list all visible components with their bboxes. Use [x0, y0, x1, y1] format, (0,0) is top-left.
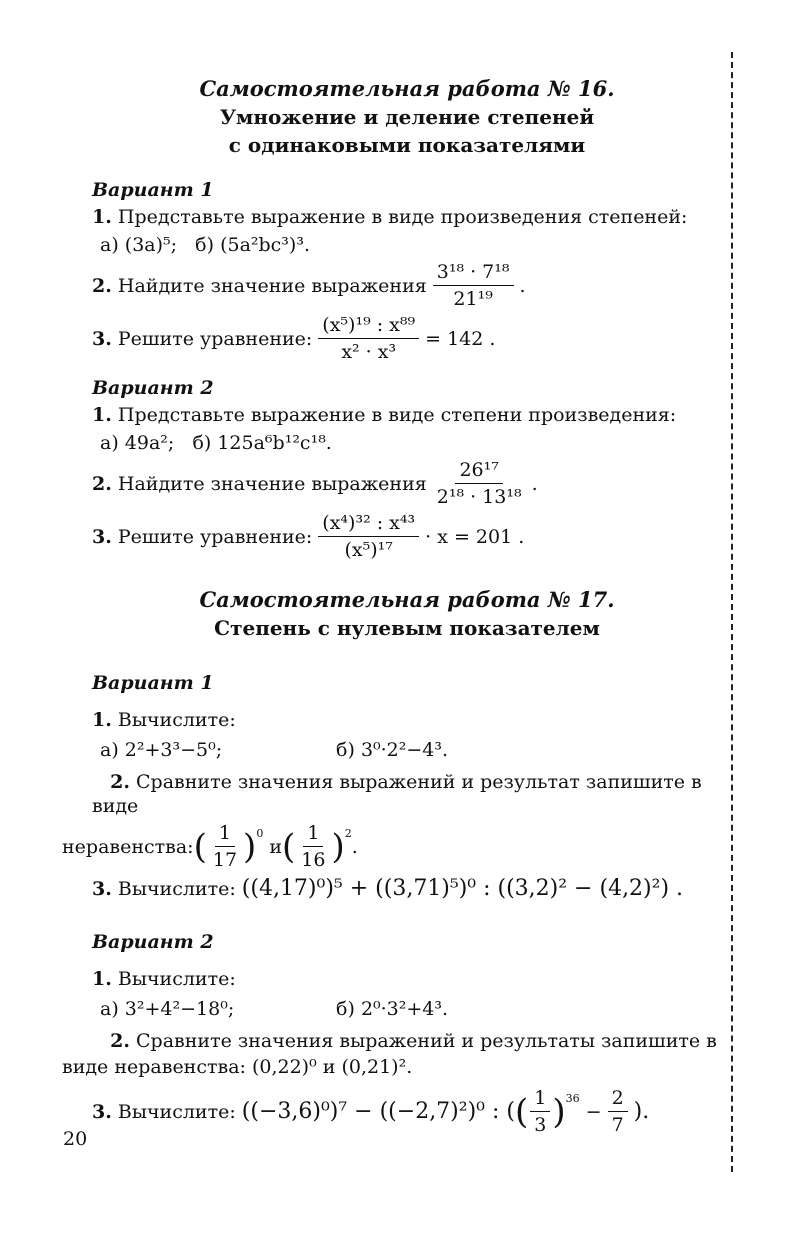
- fraction: $\frac{1}{3}$: [530, 1087, 550, 1136]
- work16-v2-task1-items: а) 49a²; б) 125a⁶b¹²c¹⁸.: [100, 432, 332, 454]
- page-cut-edge: [731, 52, 733, 1172]
- fraction: $\frac{\text{3¹⁸ · 7¹⁸}}{\text{21¹⁹}}$: [433, 261, 514, 310]
- work16-title: Самостоятельная работа № 16.: [199, 76, 615, 101]
- work16-v1-task3: 3. Решите уравнение: $\frac{\text{(x⁵)¹⁹ : x⁸⁹}}{\text{x² · x³}}$ = 142 .: [92, 314, 496, 363]
- fraction: $\frac{\text{(x⁴)³² : x⁴³}}{\text{(x⁵)¹⁷}}$: [318, 512, 419, 561]
- fraction: $\frac{1}{17}$: [212, 822, 238, 871]
- page-content: [62, 70, 722, 1136]
- page-number: 20: [63, 1128, 88, 1150]
- work16-subtitle-2: с одинаковыми показателями: [228, 133, 586, 157]
- work17-variant2-label: Вариант 2: [92, 931, 214, 953]
- work17-v2-task2-line2: виде неравенства: (0,22)⁰ и (0,21)².: [62, 1056, 413, 1078]
- work17-v1-task2: 2. Сравните значения выражений и результат запишите в виде: [92, 771, 702, 817]
- work17-v1-task2-line2: неравенства: ( $\frac{1}{17}$ ) $^0$ и ( $\frac{1}{16}$ ) $^2$ .: [62, 822, 358, 871]
- fraction: $\frac{1}{16}$: [301, 822, 326, 871]
- work16-v1-task2: 2. Найдите значение выражения $\frac{\text{3¹⁸ · 7¹⁸}}{\text{21¹⁹}}$ .: [92, 261, 526, 310]
- work16-v2-task2: 2. Найдите значение выражения $\frac{\text{26¹⁷}}{\text{2¹⁸ · 13¹⁸}}$ .: [92, 459, 538, 508]
- work16-v1-task1: 1. Представьте выражение в виде произведения степеней:: [92, 206, 688, 228]
- work17-v2-task2: 2. Сравните значения выражений и результаты запишите в: [110, 1030, 717, 1052]
- work17-v2-task3: 3. Вычислите: ((−3,6)⁰)⁷ − ((−2,7)²)⁰ : ( ( $\frac{1}{3}$ ) $^{36}$ − $\frac{2}{7}$ ).: [92, 1087, 650, 1136]
- work16-subtitle-1: Умножение и деление степеней: [219, 105, 595, 129]
- work17-variant1-label: Вариант 1: [92, 672, 214, 694]
- work17-v1-task3: 3. Вычислите: ((4,17)⁰)⁵ + ((3,71)⁵)⁰ : ((3,2)² − (4,2)²) .: [92, 876, 684, 901]
- work16-variant1-label: Вариант 1: [92, 179, 214, 201]
- work17-v1-task1-items: а) 2²+3³−5⁰; б) 3⁰·2²−4³.: [100, 739, 449, 761]
- work17-v2-task1: 1. Вычислите:: [92, 968, 236, 990]
- fraction: $\frac{\text{(x⁵)¹⁹ : x⁸⁹}}{\text{x² · x³}}$: [318, 314, 419, 363]
- work17-title: Самостоятельная работа № 17.: [199, 587, 615, 612]
- work17-v1-task1: 1. Вычислите:: [92, 709, 236, 731]
- fraction: $\frac{\text{26¹⁷}}{\text{2¹⁸ · 13¹⁸}}$: [436, 459, 522, 508]
- work16-v1-task1-items: а) (3a)⁵; б) (5a²bc³)³.: [100, 234, 310, 256]
- work17-v2-task1-items: а) 3²+4²−18⁰; б) 2⁰·3²+4³.: [100, 998, 449, 1020]
- work16-v2-task1: 1. Представьте выражение в виде степени произведения:: [92, 404, 677, 426]
- fraction: $\frac{2}{7}$: [608, 1087, 628, 1136]
- work16-v2-task3: 3. Решите уравнение: $\frac{\text{(x⁴)³² : x⁴³}}{\text{(x⁵)¹⁷}}$ · x = 201 .: [92, 512, 525, 561]
- work16-variant2-label: Вариант 2: [92, 377, 214, 399]
- work17-subtitle: Степень с нулевым показателем: [214, 616, 600, 640]
